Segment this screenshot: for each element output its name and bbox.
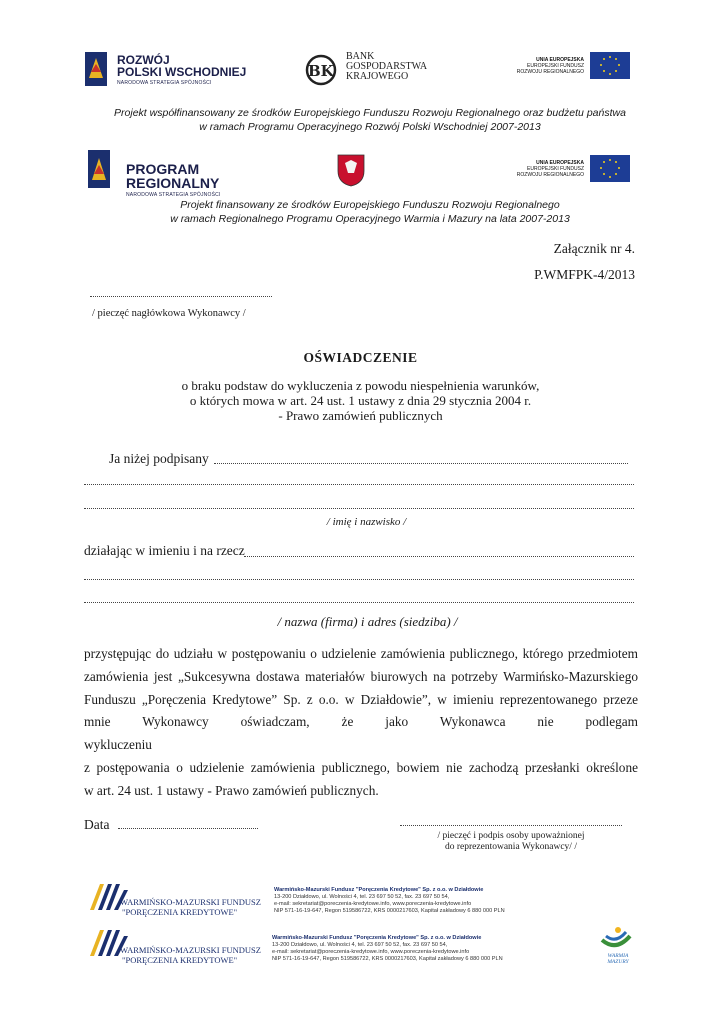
- company-field-line2[interactable]: [84, 579, 634, 580]
- eu2-line2: EUROPEJSKI FUNDUSZ: [527, 166, 584, 172]
- footer2-info-line2: 13-200 Działdowo, ul. Wolności 4, tel. 23 697 50 52, fax. 23 697 50 54,: [272, 942, 448, 948]
- name-field-line1[interactable]: [214, 463, 628, 464]
- subtitle-line2: o których mowa w art. 24 ust. 1 ustawy z dnia 29 stycznia 2004 r.: [189, 393, 532, 408]
- company-field-line3[interactable]: [84, 602, 634, 603]
- project-note-2-line2: w ramach Regionalnego Programu Operacyjnego Warmia i Mazury na lata 2007-2013: [170, 213, 570, 225]
- eu-line3: ROZWOJU REGIONALNEGO: [516, 69, 584, 75]
- footer2-info-line1: Warmińsko-Mazurski Fundusz "Poręczenia Kredytowe" Sp. z o.o. w Działdowie: [272, 935, 482, 941]
- eu-line2: EUROPEJSKI FUNDUSZ: [527, 63, 584, 69]
- pr-subtitle: NARODOWA STRATEGIA SPÓJNOŚCI: [126, 192, 221, 198]
- footer1-org-line1: WARMIŃSKO-MAZURSKI FUNDUSZ: [120, 897, 261, 907]
- rpw-logo: [85, 50, 265, 95]
- eu2-line3: ROZWOJU REGIONALNEGO: [516, 172, 584, 178]
- name-field-line3[interactable]: [84, 508, 634, 509]
- project-note-2: [60, 198, 680, 226]
- signature-line[interactable]: [400, 825, 622, 826]
- document-title: OŚWIADCZENIE: [303, 350, 418, 365]
- eu-flag-icon: [590, 52, 630, 79]
- stamp-line: [90, 296, 272, 297]
- annex-number: Załącznik nr 4.: [553, 241, 635, 256]
- signature-caption: [400, 831, 622, 853]
- body-line1: przystępując do udziału w postępowaniu o udzielenie zamówienia publicznego, którego przedmiotem: [84, 646, 638, 661]
- body-line4: mnie Wykonawcy oświadczam, że jako Wykonawca nie podlegam wykluczeniu: [84, 714, 638, 753]
- eu-flag-icon: [590, 155, 630, 182]
- rpw-emblem-icon: [85, 50, 111, 88]
- document-reference: [534, 236, 635, 288]
- footer2-info-line4: NIP 571-16-19-647, Regon 519586722, KRS 0000217603, Kapitał zakładowy 6 880 000 PLN: [272, 956, 503, 962]
- footer2-org-line1: WARMIŃSKO-MAZURSKI FUNDUSZ: [120, 945, 261, 955]
- declaration-body: [84, 643, 638, 803]
- footer1-info: [274, 887, 505, 915]
- bgk-line3: KRAJOWEGO: [346, 71, 409, 82]
- subtitle-line3: - Prawo zamówień publicznych: [278, 408, 443, 423]
- footer1-info-line1: Warmińsko-Mazurski Fundusz "Poręczenia Kredytowe" Sp. z o.o. w Działdowie: [274, 887, 484, 893]
- warmia-mazury-brand-icon: [598, 926, 634, 952]
- project-note-2-line1: Projekt finansowany ze środków Europejskiego Funduszu Rozwoju Regionalnego: [180, 199, 560, 211]
- bgk-line1: BANK: [346, 51, 375, 62]
- body-line3: Funduszu „Poręczenia Kredytowe” Sp. z o.o. w Działdowie”, w imieniu reprezentowanego przeze: [84, 691, 638, 707]
- date-field-line[interactable]: [118, 828, 258, 829]
- body-line6: w art. 24 ust. 1 ustawy - Prawo zamówień publicznych.: [84, 782, 379, 798]
- bgk-line2: GOSPODARSTWA: [346, 61, 428, 72]
- footer1-info-line3: e-mail: sekretariat@poreczenia-kredytowe.info, www.poreczenia-kredytowe.info: [274, 901, 472, 907]
- footer2-org: [120, 946, 261, 965]
- rpw-title-line2: POLSKI WSCHODNIEJ: [117, 65, 247, 79]
- pr-title: PROGRAM REGIONALNY: [126, 161, 220, 191]
- stamp-caption: / pieczęć nagłówkowa Wykonawcy /: [92, 308, 246, 319]
- project-note-1-line2: w ramach Programu Operacyjnego Rozwój Polski Wschodniej 2007-2013: [199, 121, 541, 133]
- footer1-info-line2: 13-200 Działdowo, ul. Wolności 4, tel. 23 697 50 52, fax. 23 697 50 54,: [274, 894, 450, 900]
- eu2-line1: UNIA EUROPEJSKA: [536, 160, 584, 166]
- svg-text:BK: BK: [308, 62, 334, 80]
- company-field-line1[interactable]: [244, 556, 634, 557]
- name-caption: / imię i nazwisko /: [326, 516, 407, 528]
- signature-caption-line1: / pieczęć i podpis osoby upoważnionej: [437, 831, 585, 841]
- signature-caption-line2: do reprezentowania Wykonawcy/ /: [445, 842, 577, 852]
- body-line5: z postępowania o udzielenie zamówienia publicznego, bowiem nie zachodzą przesłanki określone: [84, 759, 638, 775]
- project-note-1-line1: Projekt współfinansowany ze środków Europejskiego Funduszu Rozwoju Regionalnego oraz budżetu państwa: [114, 107, 626, 119]
- undersigned-label: Ja niżej podpisany: [109, 451, 209, 466]
- footer2-info: [272, 935, 503, 963]
- acting-label: działając w imieniu i na rzecz: [84, 543, 245, 558]
- company-caption: / nazwa (firma) i adres (siedziba) /: [277, 614, 458, 629]
- body-line2: zamówienia jest „Sukcesywna dostawa materiałów biurowych na potrzeby Warmińsko-Mazurskiego: [84, 668, 638, 684]
- procurement-code: P.WMFPK-4/2013: [534, 267, 635, 282]
- program-regionalny-logo: [88, 150, 288, 198]
- footer2-info-line3: e-mail: sekretariat@poreczenia-kredytowe.info, www.poreczenia-kredytowe.info: [272, 949, 470, 955]
- pr-emblem-icon: [88, 150, 114, 190]
- eu-logo-top: [490, 52, 630, 82]
- project-note-1: [60, 106, 680, 134]
- name-field-line2[interactable]: [84, 484, 634, 485]
- footer2-org-line2: "PORĘCZENIA KREDYTOWE": [122, 954, 238, 965]
- subtitle-line1: o braku podstaw do wykluczenia z powodu niespełnienia warunków,: [181, 378, 540, 393]
- document-subtitle: [0, 378, 721, 423]
- warmia-mazury-coat-of-arms-icon: [336, 153, 366, 187]
- eu-logo-middle: [490, 155, 630, 185]
- footer1-org-line2: "PORĘCZENIA KREDYTOWE": [122, 906, 238, 917]
- warmia-mazury-brand-text: WARMIA MAZURY: [607, 953, 629, 965]
- bgk-logo: [300, 52, 460, 92]
- footer1-org: [120, 898, 261, 917]
- bgk-emblem-icon: [300, 54, 342, 86]
- eu-line1: UNIA EUROPEJSKA: [536, 57, 584, 63]
- footer1-info-line4: NIP 571-16-19-647, Regon 519586722, KRS 0000217603, Kapitał zakładowy 6 880 000 PLN: [274, 908, 505, 914]
- rpw-subtitle: NARODOWA STRATEGIA SPÓJNOŚCI: [117, 80, 212, 86]
- date-label: Data: [84, 817, 110, 832]
- rpw-title-line1: ROZWÓJ: [117, 53, 170, 67]
